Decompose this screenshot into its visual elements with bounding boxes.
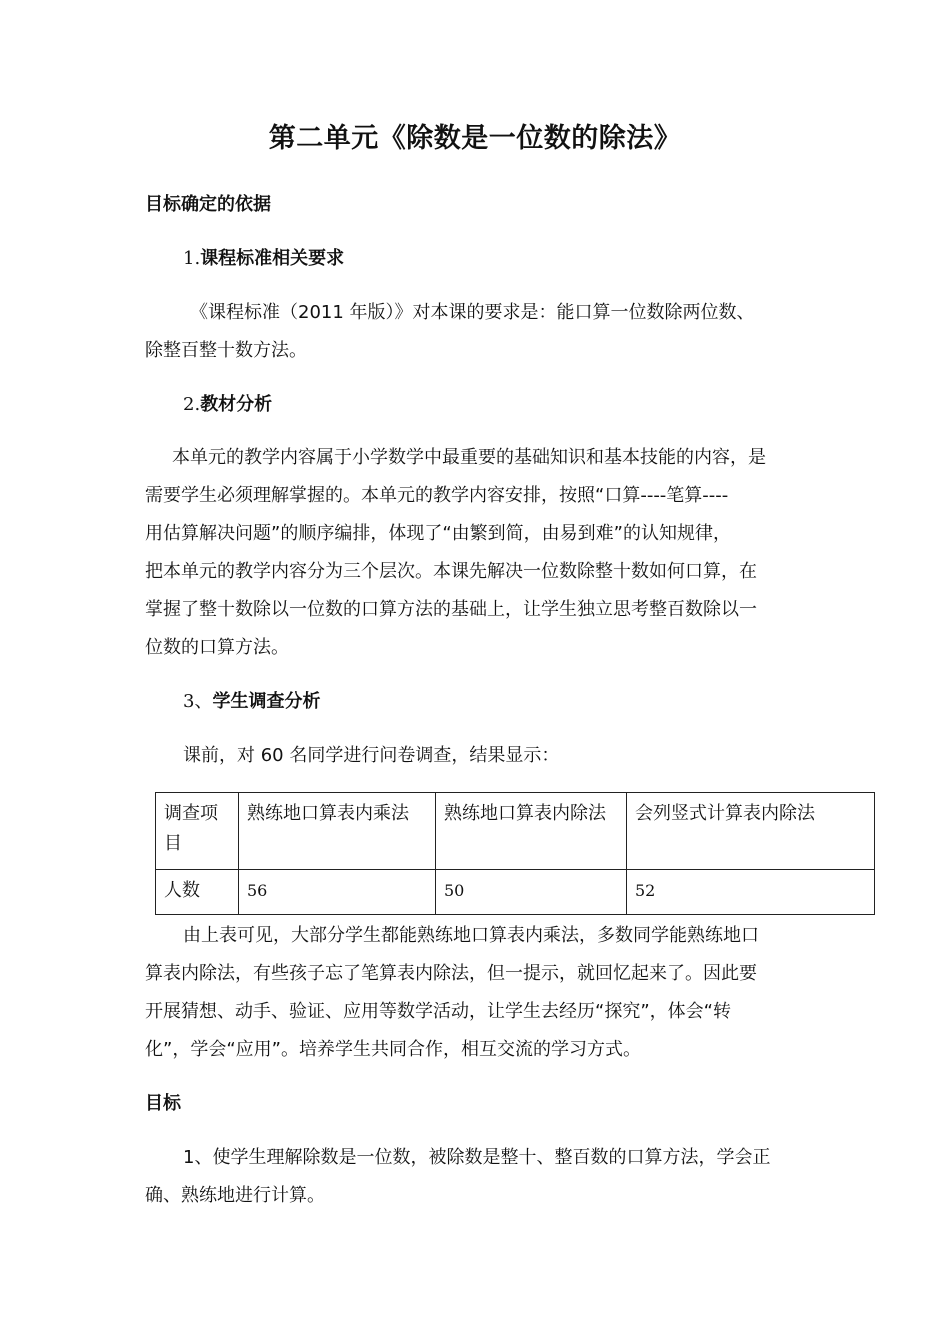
paragraph-line: 除整百整十数方法。 bbox=[145, 340, 307, 361]
table-header-cell: 熟练地口算表内乘法 bbox=[239, 793, 436, 870]
paragraph-line: 开展猜想、动手、验证、应用等数学活动，让学生去经历“探究”，体会“转 bbox=[145, 1001, 731, 1022]
subheading-number: 3、 bbox=[183, 691, 213, 712]
table-row bbox=[156, 870, 875, 915]
subheading-number: 2. bbox=[183, 394, 201, 415]
section-heading-goal: 目标 bbox=[145, 1093, 181, 1114]
table-header-cell: 熟练地口算表内除法 bbox=[436, 793, 627, 870]
paragraph-line: 把本单元的教学内容分为三个层次。本课先解决一位数除整十数如何口算，在 bbox=[145, 561, 757, 582]
subheading-survey bbox=[183, 687, 320, 713]
paragraph-line: 本单元的教学内容属于小学数学中最重要的基础知识和基本技能的内容，是 bbox=[172, 447, 766, 468]
document-title: 第二单元《除数是一位数的除法》 bbox=[268, 123, 682, 154]
paragraph-line: 化”，学会“应用”。培养学生共同合作，相互交流的学习方式。 bbox=[145, 1039, 641, 1060]
table-cell: 56 bbox=[239, 870, 436, 915]
subheading-material bbox=[183, 390, 272, 416]
survey-table bbox=[155, 792, 875, 915]
paragraph-line: 确、熟练地进行计算。 bbox=[145, 1185, 325, 1206]
table-cell: 52 bbox=[627, 870, 875, 915]
subheading-label: 学生调查分析 bbox=[212, 691, 321, 712]
paragraph-line: 需要学生必须理解掌握的。本单元的教学内容安排，按照“口算----笔算---- bbox=[145, 485, 729, 506]
paragraph-line: 算表内除法，有些孩子忘了笔算表内除法，但一提示，就回忆起来了。因此要 bbox=[145, 963, 757, 984]
paragraph-line: 由上表可见，大部分学生都能熟练地口算表内乘法，多数同学能熟练地口 bbox=[183, 925, 759, 946]
subheading-number: 1. bbox=[183, 248, 201, 269]
table-cell: 人数 bbox=[156, 870, 239, 915]
paragraph-line: 课前，对 60 名同学进行问卷调查，结果显示： bbox=[183, 745, 560, 766]
subheading-curriculum bbox=[183, 244, 344, 270]
table-header-cell: 调查项目 bbox=[156, 793, 239, 870]
paragraph-line: 掌握了整十数除以一位数的口算方法的基础上，让学生独立思考整百数除以一 bbox=[145, 599, 757, 620]
paragraph-line: 《课程标准（2011 年版）》对本课的要求是：能口算一位数除两位数、 bbox=[190, 302, 755, 323]
paragraph-line: 1、使学生理解除数是一位数，被除数是整十、整百数的口算方法，学会正 bbox=[183, 1147, 771, 1168]
table-cell: 50 bbox=[436, 870, 627, 915]
table-header-cell: 会列竖式计算表内除法 bbox=[627, 793, 875, 870]
paragraph-line: 用估算解决问题”的顺序编排，体现了“由繁到简，由易到难”的认知规律， bbox=[145, 523, 731, 544]
subheading-label: 教材分析 bbox=[200, 394, 273, 415]
table-row bbox=[156, 793, 875, 870]
section-heading-basis: 目标确定的依据 bbox=[145, 194, 271, 215]
paragraph-line: 位数的口算方法。 bbox=[145, 637, 289, 658]
subheading-label: 课程标准相关要求 bbox=[200, 248, 345, 269]
